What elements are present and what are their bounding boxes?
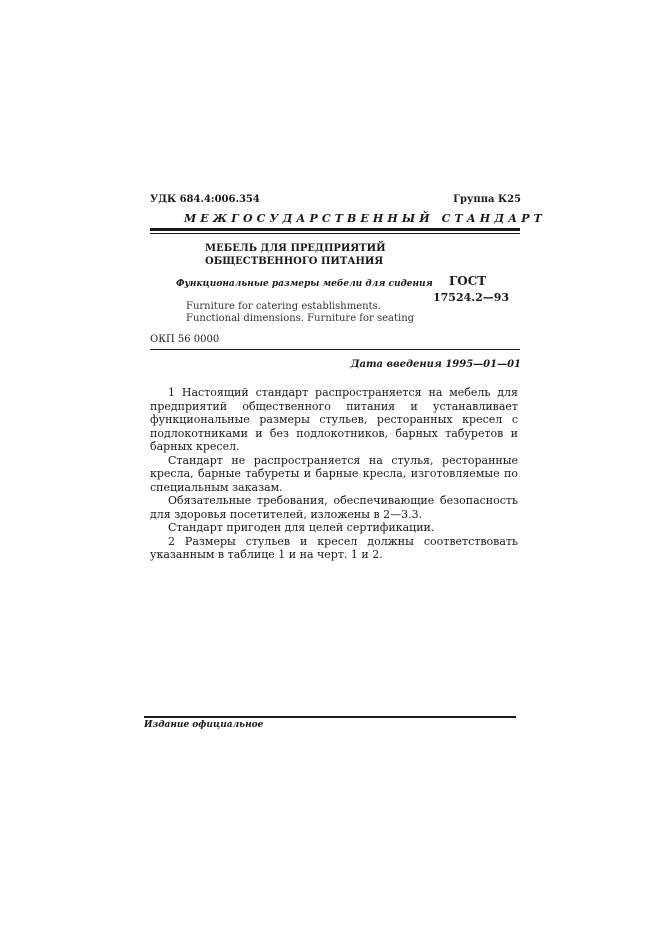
document-title xyxy=(205,242,386,268)
header-divider-thick xyxy=(150,228,520,231)
english-title-line-2: Functional dimensions. Furniture for seating xyxy=(186,313,415,324)
interstate-standard-heading: МЕЖГОСУДАРСТВЕННЫЙ СТАНДАРТ xyxy=(184,212,546,225)
gost-number: 17524.2—93 xyxy=(433,291,510,304)
introduction-date: Дата введения 1995—01—01 xyxy=(350,359,521,370)
group-code: Группа К25 xyxy=(453,194,521,205)
subtitle-russian: Функциональные размеры мебели для сидения xyxy=(176,279,433,289)
paragraph-4: Стандарт пригоден для целей сертификации. xyxy=(168,521,435,534)
paragraph-2: Стандарт не распространяется на стулья, ресторанные кресла, барные табуреты и барные кресла, изготовляемые по специальным заказам. xyxy=(150,453,518,494)
english-title xyxy=(186,301,414,325)
header-divider-thin xyxy=(150,233,520,234)
title-line-1: МЕБЕЛЬ ДЛЯ ПРЕДПРИЯТИЙ xyxy=(205,243,386,254)
official-edition-label: Издание официальное xyxy=(144,720,264,730)
okp-code: ОКП 56 0000 xyxy=(150,334,220,345)
paragraph-3: Обязательные требования, обеспечивающие безопасность для здоровья посетителей, изложены в 2—3.3. xyxy=(150,494,518,521)
title-line-2: ОБЩЕСТВЕННОГО ПИТАНИЯ xyxy=(205,256,384,267)
english-title-line-1: Furniture for catering establishments. xyxy=(186,301,381,312)
paragraph-5: 2 Размеры стульев и кресел должны соответствовать указанным в таблице 1 и на черт. 1 и 2. xyxy=(150,534,518,561)
footer-divider xyxy=(144,716,516,718)
body-text xyxy=(150,386,518,562)
udk-code: УДК 684.4:006.354 xyxy=(150,194,260,205)
paragraph-1: 1 Настоящий стандарт распространяется на мебель для предприятий общественного питания и устанавливает функциональные размеры стульев, ресторанных кресел с подлокотниками и без подлокотников, барных табуретов и барных кресел. xyxy=(150,386,518,453)
gost-label: ГОСТ xyxy=(449,274,487,288)
okp-divider xyxy=(150,349,520,350)
